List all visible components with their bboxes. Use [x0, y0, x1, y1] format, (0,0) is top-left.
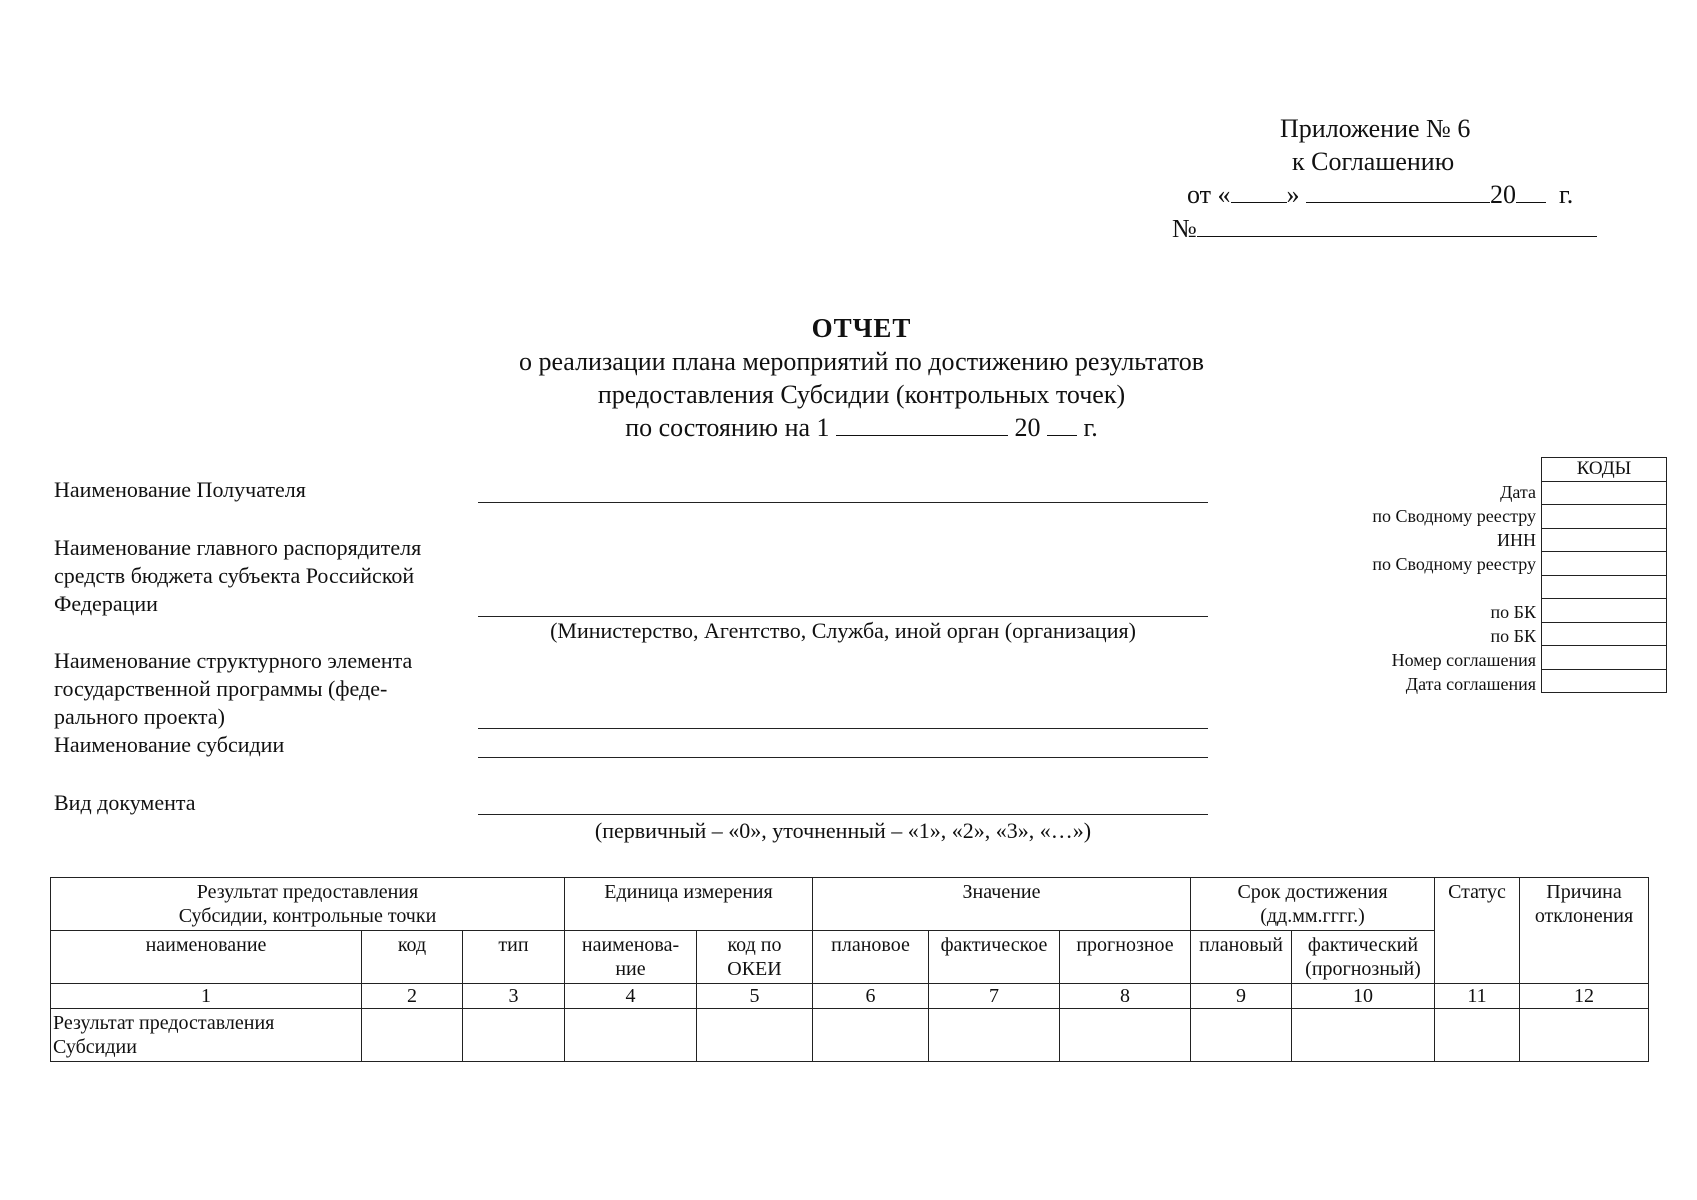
subheader-code: код [362, 931, 463, 984]
subheader-okei: код по ОКЕИ [697, 931, 813, 984]
label-manager: Наименование главного распорядителя средств бюджета субъекта Российской Федерации [54, 535, 422, 616]
code-cell-registry-2[interactable] [1542, 552, 1667, 576]
column-number: 11 [1435, 984, 1520, 1009]
recipient-line[interactable] [478, 502, 1208, 503]
label-structural-element: Наименование структурного элемента государственной программы (феде- рального проекта) [54, 648, 413, 729]
cell-plan[interactable] [813, 1009, 929, 1062]
codes-label-registry-2: по Сводному реестру [1372, 554, 1536, 574]
column-number: 12 [1520, 984, 1649, 1009]
code-cell-bk-2[interactable] [1542, 622, 1667, 646]
codes-label-empty [1260, 576, 1536, 600]
subheader-plan: плановое [813, 931, 929, 984]
label-document-type: Вид документа [54, 790, 196, 815]
codes-labels [1260, 480, 1536, 696]
cell-term-fact[interactable] [1292, 1009, 1435, 1062]
title-line2: о реализации плана мероприятий по достижению результатов [518, 347, 1205, 376]
cell-forecast[interactable] [1060, 1009, 1191, 1062]
report-year-blank[interactable] [1047, 411, 1077, 436]
table-subheader-row [51, 931, 1649, 984]
label-subsidy: Наименование субсидии [54, 732, 285, 757]
header-result: Результат предоставления Субсидии, контрольные точки [51, 878, 565, 931]
results-table [50, 877, 1649, 1062]
column-number: 8 [1060, 984, 1191, 1009]
cell-code[interactable] [362, 1009, 463, 1062]
code-cell-agreement-number[interactable] [1542, 646, 1667, 670]
code-cell-bk-1[interactable] [1542, 599, 1667, 623]
cell-type[interactable] [463, 1009, 565, 1062]
column-number: 4 [565, 984, 697, 1009]
header-reason: Причина отклонения [1520, 878, 1649, 984]
cell-status[interactable] [1435, 1009, 1520, 1062]
appendix-number-line: № [1172, 212, 1597, 245]
manager-note: (Министерство, Агентство, Служба, иной орган (организация) [550, 618, 1136, 643]
column-number: 5 [697, 984, 813, 1009]
appendix-agreement: к Соглашению [1292, 147, 1455, 176]
cell-unit-name[interactable] [565, 1009, 697, 1062]
subheader-fact: фактическое [929, 931, 1060, 984]
report-title [300, 312, 1423, 444]
title-main: ОТЧЕТ [811, 313, 912, 343]
agreement-number-blank[interactable] [1197, 212, 1597, 237]
month-blank[interactable] [1306, 178, 1490, 203]
subheader-forecast: прогнозное [1060, 931, 1191, 984]
codes-label-bk-2: по БК [1490, 626, 1536, 646]
document-type-note: (первичный – «0», уточненный – «1», «2», «3», «…») [594, 818, 1092, 843]
code-cell-registry-1[interactable] [1542, 505, 1667, 529]
cell-okei[interactable] [697, 1009, 813, 1062]
column-number: 3 [463, 984, 565, 1009]
appendix-date-line: от « » 20 г. [1187, 180, 1574, 209]
codes-label-bk-1: по БК [1490, 602, 1536, 622]
code-cell-empty[interactable] [1542, 575, 1667, 599]
table-column-numbers-row [51, 984, 1649, 1009]
cell-reason[interactable] [1520, 1009, 1649, 1062]
code-cell-inn[interactable] [1542, 528, 1667, 552]
subheader-term-plan: плановый [1191, 931, 1292, 984]
codes-label-agreement-number: Номер соглашения [1391, 650, 1536, 670]
code-cell-date[interactable] [1542, 481, 1667, 505]
header-term: Срок достижения (дд.мм.гггг.) [1191, 878, 1435, 931]
subheader-type: тип [463, 931, 565, 984]
column-number: 10 [1292, 984, 1435, 1009]
title-line3: предоставления Субсидии (контрольных точек) [597, 380, 1126, 409]
subsidy-line[interactable] [478, 757, 1208, 758]
header-value: Значение [813, 878, 1191, 931]
codes-label-agreement-date: Дата соглашения [1405, 674, 1536, 694]
row-result-label: Результат предоставления Субсидии [51, 1009, 362, 1062]
codes-header: КОДЫ [1542, 458, 1667, 482]
day-blank[interactable] [1231, 178, 1287, 203]
appendix-number: Приложение № 6 [1280, 114, 1471, 143]
column-number: 9 [1191, 984, 1292, 1009]
table-header-row [51, 878, 1649, 931]
column-number: 2 [362, 984, 463, 1009]
subheader-term-fact: фактический (прогнозный) [1292, 931, 1435, 984]
subheader-name: наименование [51, 931, 362, 984]
report-month-blank[interactable] [836, 411, 1008, 436]
column-number: 6 [813, 984, 929, 1009]
title-line4: по состоянию на 1 20 г. [625, 413, 1098, 442]
codes-box [1541, 457, 1667, 693]
header-status: Статус [1435, 878, 1520, 984]
codes-label-registry-1: по Сводному реестру [1372, 506, 1536, 526]
header-unit: Единица измерения [565, 878, 813, 931]
table-row [51, 1009, 1649, 1062]
column-number: 7 [929, 984, 1060, 1009]
year-blank[interactable] [1516, 178, 1546, 203]
codes-label-date: Дата [1500, 482, 1536, 502]
structural-element-line[interactable] [478, 728, 1208, 729]
code-cell-agreement-date[interactable] [1542, 669, 1667, 693]
codes-label-inn: ИНН [1497, 530, 1536, 550]
cell-term-plan[interactable] [1191, 1009, 1292, 1062]
column-number: 1 [51, 984, 362, 1009]
label-recipient: Наименование Получателя [54, 477, 306, 502]
document-type-line[interactable] [478, 814, 1208, 815]
cell-fact[interactable] [929, 1009, 1060, 1062]
subheader-unit-name: наименова- ние [565, 931, 697, 984]
